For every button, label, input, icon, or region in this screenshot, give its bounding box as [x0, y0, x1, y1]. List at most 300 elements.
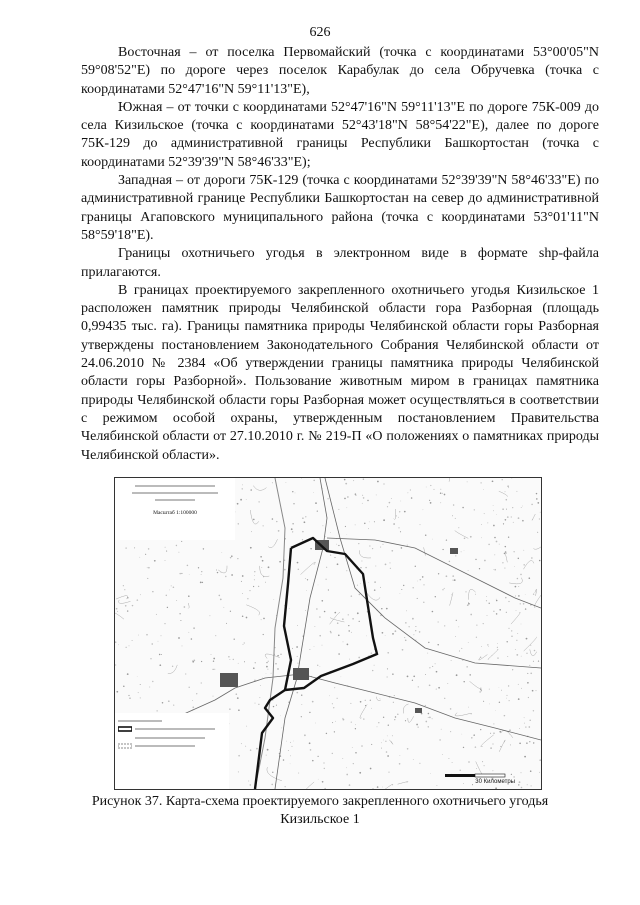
map-terrain-dot [132, 640, 133, 641]
map-terrain-dot [278, 530, 280, 532]
map-terrain-dot [326, 733, 327, 734]
map-terrain-dot [518, 558, 519, 559]
map-terrain-dot [229, 659, 230, 660]
map-terrain-dot [250, 749, 252, 751]
map-terrain-dot [374, 521, 375, 522]
map-terrain-dot [312, 701, 314, 703]
map-terrain-dot [407, 748, 409, 750]
map-terrain-dot [419, 631, 421, 633]
paragraph-east-boundary: Восточная – от поселка Первомайский (точка с координатами 53°00'05"N 59°08'52"E) по дороге через поселок Карабулак до села Обручевка (точка с координатами 52°47'16"N 59°11'13"E), [81, 45, 599, 97]
map-terrain-dot [129, 646, 130, 647]
map-terrain-dot [421, 713, 423, 715]
map-terrain-dot [432, 611, 434, 613]
map-terrain-dot [531, 785, 532, 786]
map-terrain-dot [334, 612, 336, 614]
map-terrain-dot [529, 577, 531, 579]
map-terrain-dot [371, 708, 372, 709]
map-terrain-dot [238, 771, 239, 772]
map-terrain-dot [432, 718, 433, 719]
map-terrain-dot [401, 589, 402, 590]
map-terrain-dot [302, 531, 304, 533]
map-terrain-dot [355, 493, 357, 495]
map-terrain-dot [537, 502, 539, 504]
map-terrain-dot [189, 574, 190, 575]
map-terrain-dot [514, 566, 515, 567]
map-terrain-dot [116, 608, 118, 610]
map-terrain-dot [483, 623, 484, 624]
map-terrain-dot [322, 781, 324, 783]
map-terrain-dot [137, 599, 139, 601]
map-terrain-dot [277, 668, 278, 669]
map-terrain-dot [357, 585, 358, 586]
map-terrain-dot [305, 610, 306, 611]
map-terrain-dot [361, 560, 362, 561]
map-terrain-dot [497, 643, 498, 644]
map-terrain-dot [520, 574, 522, 576]
map-terrain-dot [241, 743, 242, 744]
map-terrain-dot [513, 522, 514, 523]
map-terrain-dot [422, 576, 424, 578]
map-terrain-dot [209, 615, 210, 616]
map-terrain-dot [529, 720, 531, 722]
map-terrain-dot [516, 610, 517, 611]
map-terrain-dot [230, 611, 231, 612]
map-terrain-dot [357, 612, 359, 614]
paragraph-west-boundary: Западная – от дороги 75К-129 (точка с координатами 52°39'39"N 58°46'33"E) по административной границе Республики Башкортостан на север до административной границы Агаповского муниципального района (точка с координатами 53°01'11"N 58°59'18"E). [81, 173, 599, 243]
map-terrain-dot [481, 690, 482, 691]
map-terrain-dot [409, 626, 410, 627]
map-terrain-dot [140, 594, 141, 595]
map-terrain-dot [415, 566, 416, 567]
map-terrain-dot [529, 741, 530, 742]
map-terrain-dot [377, 726, 378, 727]
map-terrain-dot [488, 659, 489, 660]
map-terrain-dot [289, 608, 290, 609]
map-terrain-dot [185, 674, 186, 675]
map-terrain-dot [279, 749, 280, 750]
map-terrain-dot [285, 786, 286, 787]
map-terrain-dot [324, 611, 326, 613]
map-terrain-dot [429, 684, 431, 686]
map-terrain-dot [166, 595, 167, 596]
map-terrain-dot [475, 594, 476, 595]
map-terrain-dot [181, 541, 182, 542]
map-terrain-dot [462, 660, 463, 661]
map-terrain-dot [488, 544, 490, 546]
map-terrain-dot [342, 618, 343, 619]
map-terrain-dot [483, 701, 484, 702]
map-terrain-dot [497, 647, 498, 648]
map-terrain-dot [455, 636, 456, 637]
map-terrain-dot [526, 638, 528, 640]
map-terrain-dot [492, 480, 494, 482]
map-terrain-dot [433, 489, 434, 490]
map-terrain-dot [347, 534, 348, 535]
map-terrain-dot [375, 566, 376, 567]
map-terrain-dot [430, 502, 432, 504]
map-title-placeholder [135, 485, 215, 487]
map-terrain-dot [508, 487, 509, 488]
map-terrain-dot [365, 700, 366, 701]
map-terrain-dot [392, 673, 394, 675]
map-terrain-dot [395, 630, 397, 632]
map-terrain-dot [317, 510, 318, 511]
map-terrain-dot [521, 507, 522, 508]
map-terrain-dot [298, 569, 299, 570]
map-terrain-dot [346, 767, 347, 768]
map-terrain-dot [508, 537, 509, 538]
map-terrain-dot [467, 666, 468, 667]
map-terrain-dot [337, 622, 339, 624]
map-terrain-dot [476, 768, 477, 769]
map-terrain-dot [364, 523, 365, 524]
map-terrain-dot [325, 788, 326, 789]
map-terrain-dot [338, 509, 339, 510]
map-terrain-dot [351, 595, 353, 597]
map-terrain-dot [493, 732, 495, 734]
map-terrain-dot [415, 626, 416, 627]
map-terrain-dot [510, 744, 511, 745]
map-terrain-dot [407, 545, 408, 546]
map-terrain-dot [368, 528, 369, 529]
map-terrain-dot [483, 489, 484, 490]
map-terrain-dot [284, 569, 286, 571]
map-terrain-dot [385, 564, 387, 566]
map-terrain-dot [258, 586, 259, 587]
map-terrain-dot [471, 713, 472, 714]
map-terrain-dot [125, 547, 126, 548]
map-terrain-dot [330, 532, 331, 533]
map-terrain-dot [245, 746, 246, 747]
map-terrain-dot [521, 688, 522, 689]
settlement-marker [450, 548, 458, 554]
map-terrain-dot [332, 703, 333, 704]
map-terrain-dot [313, 492, 314, 493]
map-terrain-dot [522, 520, 524, 522]
map-terrain-dot [374, 665, 375, 666]
map-terrain-dot [438, 687, 440, 689]
map-terrain-dot [314, 646, 315, 647]
map-terrain-dot [154, 560, 156, 562]
map-terrain-dot [524, 756, 526, 758]
map-terrain-dot [468, 602, 469, 603]
map-terrain-dot [349, 659, 350, 660]
map-terrain-dot [418, 727, 419, 728]
caption-line-1: Рисунок 37. Карта-схема проектируемого закрепленного охотничьего угодья [91, 794, 549, 809]
map-terrain-dot [489, 689, 490, 690]
map-terrain-dot [246, 617, 248, 619]
map-terrain-dot [432, 666, 433, 667]
map-terrain-dot [474, 509, 475, 510]
map-terrain-dot [430, 773, 431, 774]
map-terrain-dot [487, 644, 488, 645]
map-terrain-dot [388, 725, 389, 726]
map-terrain-dot [241, 581, 242, 582]
map-terrain-dot [266, 673, 267, 674]
map-terrain-dot [370, 768, 372, 770]
map-terrain-dot [337, 563, 339, 565]
map-terrain-dot [516, 654, 518, 656]
map-terrain-dot [284, 560, 285, 561]
map-terrain-dot [383, 483, 384, 484]
map-terrain-dot [399, 527, 400, 528]
map-terrain-dot [391, 498, 392, 499]
map-terrain-dot [494, 537, 496, 539]
map-terrain-dot [523, 550, 524, 551]
map-terrain-dot [461, 551, 462, 552]
scalebar-label: 30 Километры [475, 779, 515, 785]
map-terrain-dot [365, 705, 366, 706]
map-terrain-dot [459, 770, 460, 771]
map-terrain-dot [393, 523, 395, 525]
map-terrain-dot [250, 489, 252, 491]
map-terrain-dot [521, 787, 523, 789]
map-terrain-dot [237, 697, 239, 699]
settlement-marker [293, 668, 309, 680]
map-terrain-dot [400, 593, 401, 594]
map-terrain-dot [251, 531, 252, 532]
map-terrain-dot [167, 607, 168, 608]
map-terrain-dot [525, 608, 526, 609]
map-terrain-dot [380, 698, 381, 699]
map-terrain-dot [458, 627, 459, 628]
map-terrain-dot [235, 512, 236, 513]
map-terrain-dot [244, 642, 245, 643]
map-terrain-dot [387, 736, 388, 737]
map-terrain-dot [538, 660, 539, 661]
map-terrain-dot [404, 637, 405, 638]
map-terrain-dot [326, 567, 327, 568]
map-terrain-dot [511, 630, 512, 631]
map-terrain-dot [518, 586, 519, 587]
map-terrain-dot [453, 504, 455, 506]
map-terrain-dot [513, 776, 514, 777]
map-terrain-dot [201, 571, 202, 572]
map-terrain-dot [476, 637, 477, 638]
map-terrain-dot [330, 631, 332, 633]
map-terrain-dot [522, 506, 523, 507]
map-terrain-dot [417, 598, 418, 599]
map-terrain-dot [365, 567, 366, 568]
map-terrain-dot [405, 639, 407, 641]
map-terrain-dot [260, 556, 262, 558]
map-terrain-dot [468, 570, 469, 571]
map-terrain-dot [310, 548, 311, 549]
map-terrain-dot [293, 503, 294, 504]
map-terrain-dot [355, 525, 356, 526]
map-terrain-dot [533, 594, 534, 595]
map-terrain-dot [425, 721, 427, 723]
map-terrain-dot [146, 634, 148, 636]
map-terrain-dot [511, 517, 512, 518]
map-terrain-dot [362, 495, 363, 496]
map-terrain-dot [486, 600, 487, 601]
map-terrain-dot [330, 632, 331, 633]
map-terrain-dot [290, 742, 291, 743]
map-terrain-dot [508, 601, 509, 602]
map-terrain-dot [292, 648, 293, 649]
map-terrain-dot [475, 559, 476, 560]
map-terrain-dot [254, 571, 255, 572]
map-terrain-dot [505, 597, 507, 599]
map-terrain-dot [266, 666, 268, 668]
map-terrain-dot [271, 784, 273, 786]
map-terrain-dot [366, 636, 367, 637]
map-terrain-dot [529, 665, 530, 666]
map-terrain-dot [521, 656, 522, 657]
map-terrain-dot [452, 762, 453, 763]
map-terrain-dot [524, 723, 525, 724]
map-terrain-dot [319, 635, 321, 637]
settlement-marker [415, 708, 422, 713]
map-terrain-dot [536, 498, 538, 500]
map-terrain-dot [463, 747, 464, 748]
map-terrain-dot [509, 700, 510, 701]
map-terrain-dot [480, 691, 481, 692]
map-terrain-dot [395, 716, 396, 717]
map-terrain-dot [321, 600, 323, 602]
map-terrain-dot [369, 521, 370, 522]
map-terrain-dot [297, 656, 298, 657]
map-terrain-dot [322, 645, 323, 646]
legend-row-hunting-ground [118, 726, 226, 732]
map-terrain-dot [173, 704, 174, 705]
map-terrain-dot [342, 718, 343, 719]
map-terrain-dot [342, 758, 343, 759]
map-terrain-dot [297, 625, 298, 626]
map-terrain-dot [188, 632, 189, 633]
map-terrain-dot [363, 478, 365, 480]
map-terrain-dot [382, 632, 384, 634]
map-terrain-dot [496, 613, 498, 615]
map-terrain-dot [509, 730, 510, 731]
map-terrain-dot [338, 635, 340, 637]
map-terrain-dot [360, 701, 362, 703]
map-terrain-dot [147, 578, 148, 579]
map-terrain-dot [171, 585, 172, 586]
map-terrain-dot [540, 512, 541, 513]
map-terrain-dot [382, 787, 383, 788]
map-terrain-dot [309, 649, 310, 650]
map-terrain-dot [267, 749, 269, 751]
map-terrain-dot [494, 554, 495, 555]
map-scale-text: Масштаб 1:100000 [153, 510, 197, 516]
map-terrain-dot [531, 504, 533, 506]
map-legend [115, 713, 229, 789]
map-terrain-dot [451, 660, 452, 661]
map-terrain-dot [261, 619, 262, 620]
map-terrain-dot [329, 695, 330, 696]
map-terrain-dot [506, 641, 507, 642]
map-terrain-dot [138, 692, 139, 693]
map-terrain-dot [489, 603, 490, 604]
map-terrain-dot [410, 490, 411, 491]
map-terrain-dot [344, 479, 346, 481]
map-terrain-dot [313, 480, 315, 482]
map-terrain-dot [416, 724, 418, 726]
map-terrain-dot [449, 561, 451, 563]
map-terrain-dot [262, 560, 264, 562]
map-terrain-dot [360, 583, 361, 584]
map-terrain-dot [298, 773, 299, 774]
map-terrain-dot [267, 669, 268, 670]
map-terrain-dot [442, 549, 443, 550]
map-terrain-dot [418, 686, 419, 687]
map-terrain-dot [118, 644, 119, 645]
map-terrain-dot [173, 586, 175, 588]
map-terrain-dot [297, 562, 299, 564]
map-terrain-dot [453, 580, 454, 581]
map-terrain-dot [442, 493, 443, 494]
map-terrain-dot [490, 747, 492, 749]
map-terrain-dot [320, 666, 321, 667]
map-terrain-dot [499, 687, 500, 688]
map-terrain-dot [236, 693, 238, 695]
map-terrain-dot [400, 501, 401, 502]
map-terrain-dot [423, 602, 424, 603]
map-terrain-dot [332, 753, 333, 754]
map-terrain-dot [383, 740, 384, 741]
map-terrain-dot [203, 548, 204, 549]
map-terrain-dot [196, 693, 197, 694]
map-terrain-dot [263, 634, 264, 635]
map-terrain-dot [413, 759, 414, 760]
map-terrain-dot [310, 749, 312, 751]
map-terrain-dot [202, 582, 203, 583]
map-terrain-dot [506, 695, 507, 696]
map-terrain-dot [258, 704, 259, 705]
map-terrain-dot [412, 587, 413, 588]
map-terrain-dot [276, 705, 277, 706]
map-terrain-dot [145, 554, 146, 555]
map-terrain-dot [448, 758, 449, 759]
map-terrain-dot [361, 745, 363, 747]
map-terrain-dot [348, 614, 349, 615]
map-terrain-dot [377, 786, 379, 788]
map-title-placeholder [132, 492, 218, 494]
map-terrain-dot [353, 763, 354, 764]
map-terrain-dot [254, 575, 255, 576]
map-terrain-dot [280, 654, 281, 655]
map-terrain-dot [482, 761, 483, 762]
map-terrain-dot [302, 539, 303, 540]
map-terrain-dot [317, 665, 318, 666]
map-terrain-dot [471, 737, 473, 739]
map-terrain-dot [150, 658, 151, 659]
map-terrain-dot [158, 641, 159, 642]
map-terrain-dot [470, 536, 472, 538]
map-terrain-dot [165, 547, 166, 548]
map-terrain-dot [503, 523, 504, 524]
map-terrain-dot [411, 497, 413, 499]
map-terrain-dot [253, 667, 255, 669]
map-terrain-dot [127, 610, 128, 611]
map-terrain-dot [531, 557, 532, 558]
map-terrain-dot [250, 784, 251, 785]
map-terrain-dot [223, 607, 224, 608]
map-terrain-dot [501, 690, 502, 691]
map-terrain-dot [242, 615, 244, 617]
map-terrain-dot [259, 697, 260, 698]
map-terrain-dot [487, 615, 488, 616]
map-terrain-dot [237, 558, 238, 559]
map-terrain-dot [213, 661, 214, 662]
map-terrain-dot [389, 772, 390, 773]
map-terrain-dot [188, 595, 190, 597]
map-terrain-dot [458, 527, 459, 528]
paragraph-shp-files: Границы охотничьего угодья в электронном виде в формате shp-файла прилагаются. [81, 246, 599, 280]
map-terrain-dot [420, 524, 421, 525]
